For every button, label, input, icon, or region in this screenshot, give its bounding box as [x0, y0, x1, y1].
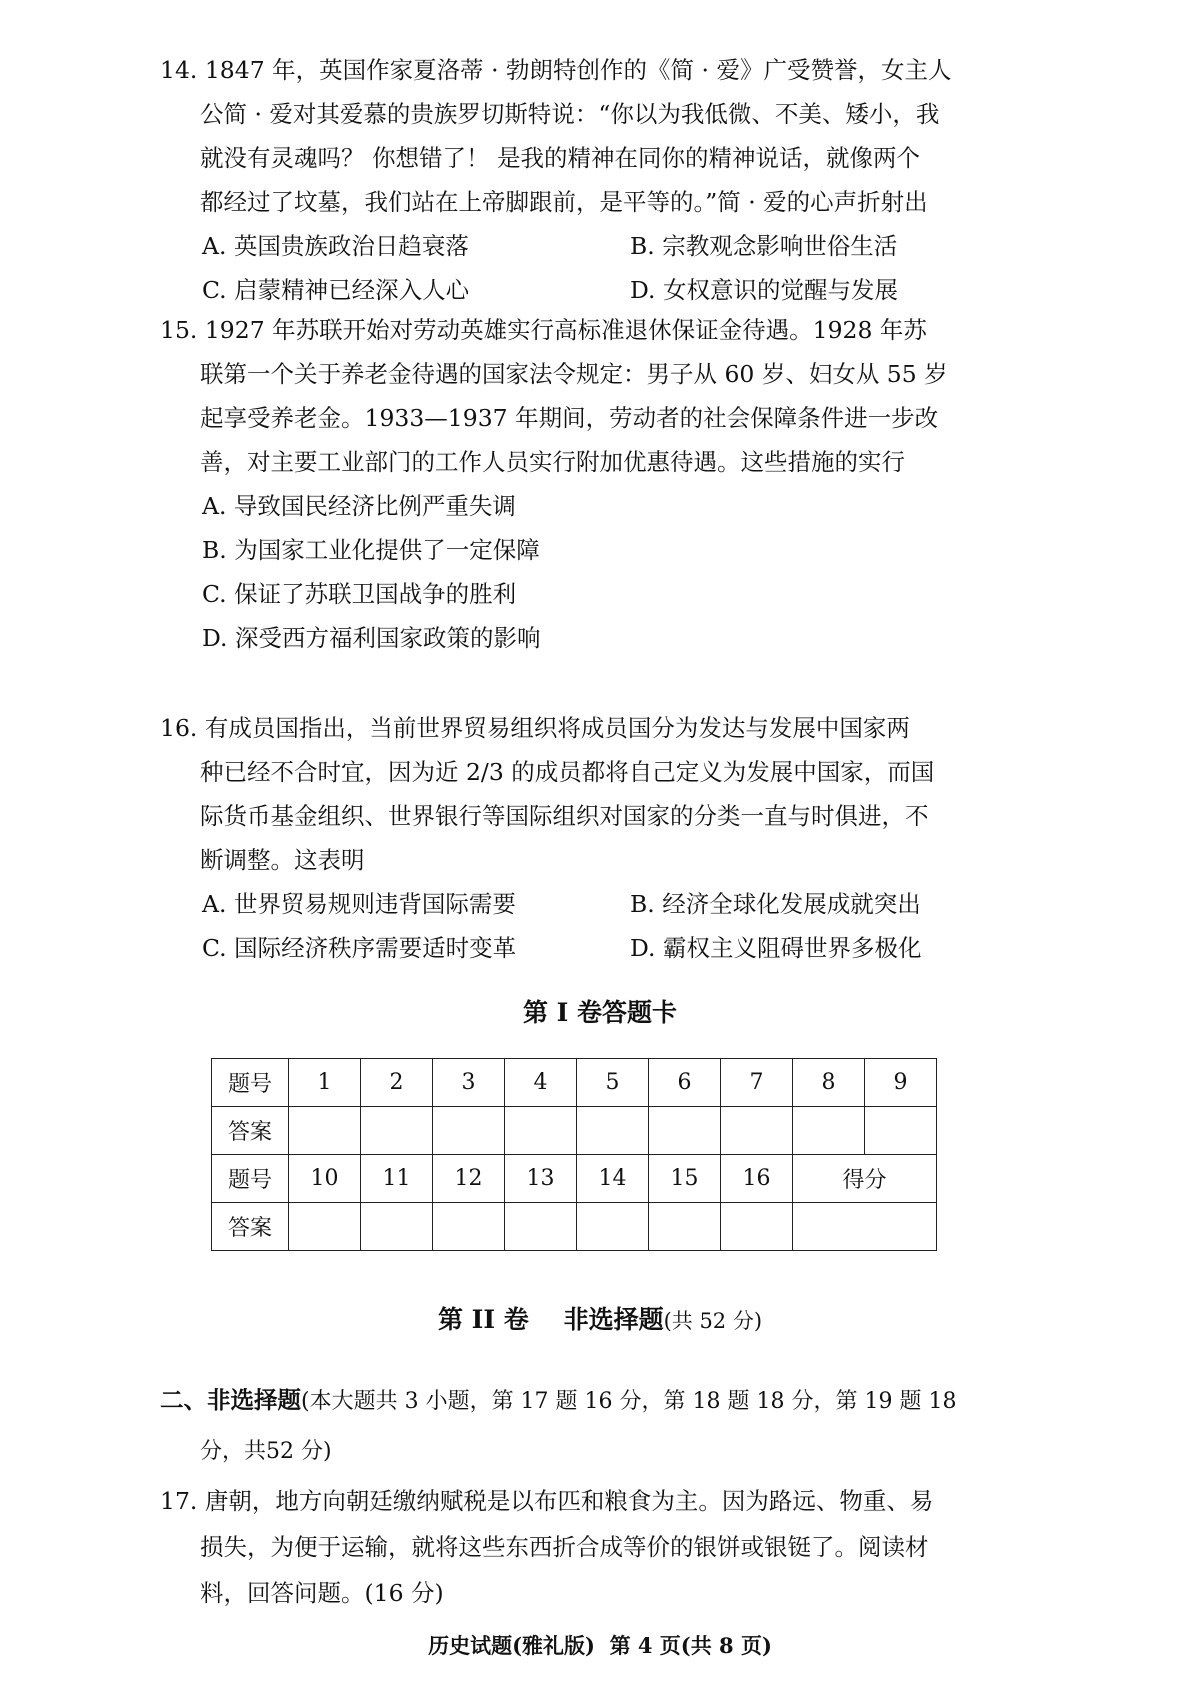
table-row [212, 1059, 937, 1107]
question-number-cell: 5 [577, 1059, 649, 1107]
q17-line: 料，回答问题。(16 分) [200, 1579, 444, 1607]
q16-option-d: D. 霸权主义阻碍世界多极化 [630, 934, 922, 962]
question-number-cell: 4 [505, 1059, 577, 1107]
q15-option-d: D. 深受西方福利国家政策的影响 [202, 624, 541, 652]
q17-line: 损失，为便于运输，就将这些东西折合成等价的银饼或银铤了。阅读材 [200, 1533, 929, 1561]
answer-cell[interactable] [289, 1203, 361, 1251]
question-number-cell: 7 [721, 1059, 793, 1107]
part2-heading [0, 1300, 1200, 1336]
answer-cell[interactable] [433, 1107, 505, 1155]
answer-cell[interactable] [361, 1107, 433, 1155]
question-number-cell: 1 [289, 1059, 361, 1107]
question-number-cell: 11 [361, 1155, 433, 1203]
q15-option-a: A. 导致国民经济比例严重失调 [202, 492, 516, 520]
question-number-cell: 15 [649, 1155, 721, 1203]
answer-cell[interactable] [505, 1203, 577, 1251]
q16-option-b: B. 经济全球化发展成就突出 [630, 890, 921, 918]
page-footer: 历史试题(雅礼版) 第 4 页(共 8 页) [428, 1633, 772, 1658]
answer-label: 答案 [212, 1203, 289, 1251]
question-number-cell: 13 [505, 1155, 577, 1203]
question-16 [160, 706, 1020, 970]
question-number-cell: 2 [361, 1059, 433, 1107]
answer-cell[interactable] [577, 1203, 649, 1251]
question-number-cell: 14 [577, 1155, 649, 1203]
answer-cell[interactable] [721, 1107, 793, 1155]
q14-line: 14. 1847 年，英国作家夏洛蒂 · 勃朗特创作的《简 · 爱》广受赞誉，女主人 [160, 56, 952, 84]
q14-option-d: D. 女权意识的觉醒与发展 [630, 276, 898, 304]
section-2-title: 二、非选择题 [160, 1386, 301, 1414]
part2-title: 第 II 卷 非选择题 [437, 1305, 664, 1334]
question-number-cell: 12 [433, 1155, 505, 1203]
answer-cell[interactable] [433, 1203, 505, 1251]
answer-cell[interactable] [577, 1107, 649, 1155]
question-number-cell: 9 [865, 1059, 937, 1107]
section-2-rule-cont: 分，共52 分) [200, 1439, 332, 1464]
question-14 [160, 48, 1020, 312]
q17-line: 17. 唐朝，地方向朝廷缴纳赋税是以布匹和粮食为主。因为路远、物重、易 [160, 1487, 934, 1515]
answer-label: 答案 [212, 1107, 289, 1155]
q16-line: 断调整。这表明 [200, 846, 365, 874]
score-label: 得分 [793, 1155, 937, 1203]
part2-points: (共 52 分) [663, 1309, 763, 1333]
table-row [212, 1107, 937, 1155]
q14-option-b: B. 宗教观念影响世俗生活 [630, 232, 898, 260]
question-15 [160, 308, 1020, 660]
section-2-rule: (本大题共 3 小题，第 17 题 16 分，第 18 题 18 分，第 19 题 18 [301, 1389, 957, 1414]
q15-option-b: B. 为国家工业化提供了一定保障 [202, 536, 540, 564]
q15-line: 15. 1927 年苏联开始对劳动英雄实行高标准退休保证金待遇。1928 年苏 [160, 316, 927, 344]
q14-line: 都经过了坟墓，我们站在上帝脚跟前，是平等的。”简 · 爱的心声折射出 [200, 188, 928, 216]
q16-option-c: C. 国际经济秩序需要适时变革 [202, 934, 517, 962]
q16-line: 16. 有成员国指出，当前世界贸易组织将成员国分为发达与发展中国家两 [160, 714, 910, 742]
section-2-instructions [160, 1375, 1040, 1477]
answer-cell[interactable] [793, 1107, 865, 1155]
q15-line: 联第一个关于养老金待遇的国家法令规定：男子从 60 岁、妇女从 55 岁 [200, 360, 948, 388]
answer-cell[interactable] [505, 1107, 577, 1155]
answer-cell[interactable] [289, 1107, 361, 1155]
answer-cell[interactable] [361, 1203, 433, 1251]
question-number-cell: 3 [433, 1059, 505, 1107]
q14-line: 公简 · 爱对其爱慕的贵族罗切斯特说：“你以为我低微、不美、矮小，我 [200, 100, 940, 128]
question-17 [160, 1478, 1020, 1616]
answer-cell[interactable] [649, 1203, 721, 1251]
q16-line: 际货币基金组织、世界银行等国际组织对国家的分类一直与时俱进，不 [200, 802, 929, 830]
question-number-label: 题号 [212, 1155, 289, 1203]
answer-cell[interactable] [865, 1107, 937, 1155]
answer-card-table [211, 1058, 937, 1251]
q14-option-a: A. 英国贵族政治日趋衰落 [202, 232, 469, 260]
q15-line: 善，对主要工业部门的工作人员实行附加优惠待遇。这些措施的实行 [200, 448, 905, 476]
answer-cell[interactable] [649, 1107, 721, 1155]
table-row [212, 1203, 937, 1251]
score-cell[interactable] [793, 1203, 937, 1251]
question-number-label: 题号 [212, 1059, 289, 1107]
answer-cell[interactable] [721, 1203, 793, 1251]
answer-card-title: 第 I 卷答题卡 [522, 998, 678, 1027]
question-number-cell: 10 [289, 1155, 361, 1203]
q16-line: 种已经不合时宜，因为近 2/3 的成员都将自己定义为发展中国家，而国 [200, 758, 935, 786]
q16-option-a: A. 世界贸易规则违背国际需要 [202, 890, 516, 918]
question-number-cell: 8 [793, 1059, 865, 1107]
question-number-cell: 16 [721, 1155, 793, 1203]
q15-option-c: C. 保证了苏联卫国战争的胜利 [202, 580, 517, 608]
question-number-cell: 6 [649, 1059, 721, 1107]
q14-line: 就没有灵魂吗？ 你想错了！ 是我的精神在同你的精神说话，就像两个 [200, 144, 920, 172]
table-row [212, 1155, 937, 1203]
q15-line: 起享受养老金。1933—1937 年期间，劳动者的社会保障条件进一步改 [200, 404, 939, 432]
q14-option-c: C. 启蒙精神已经深入人心 [202, 276, 470, 304]
